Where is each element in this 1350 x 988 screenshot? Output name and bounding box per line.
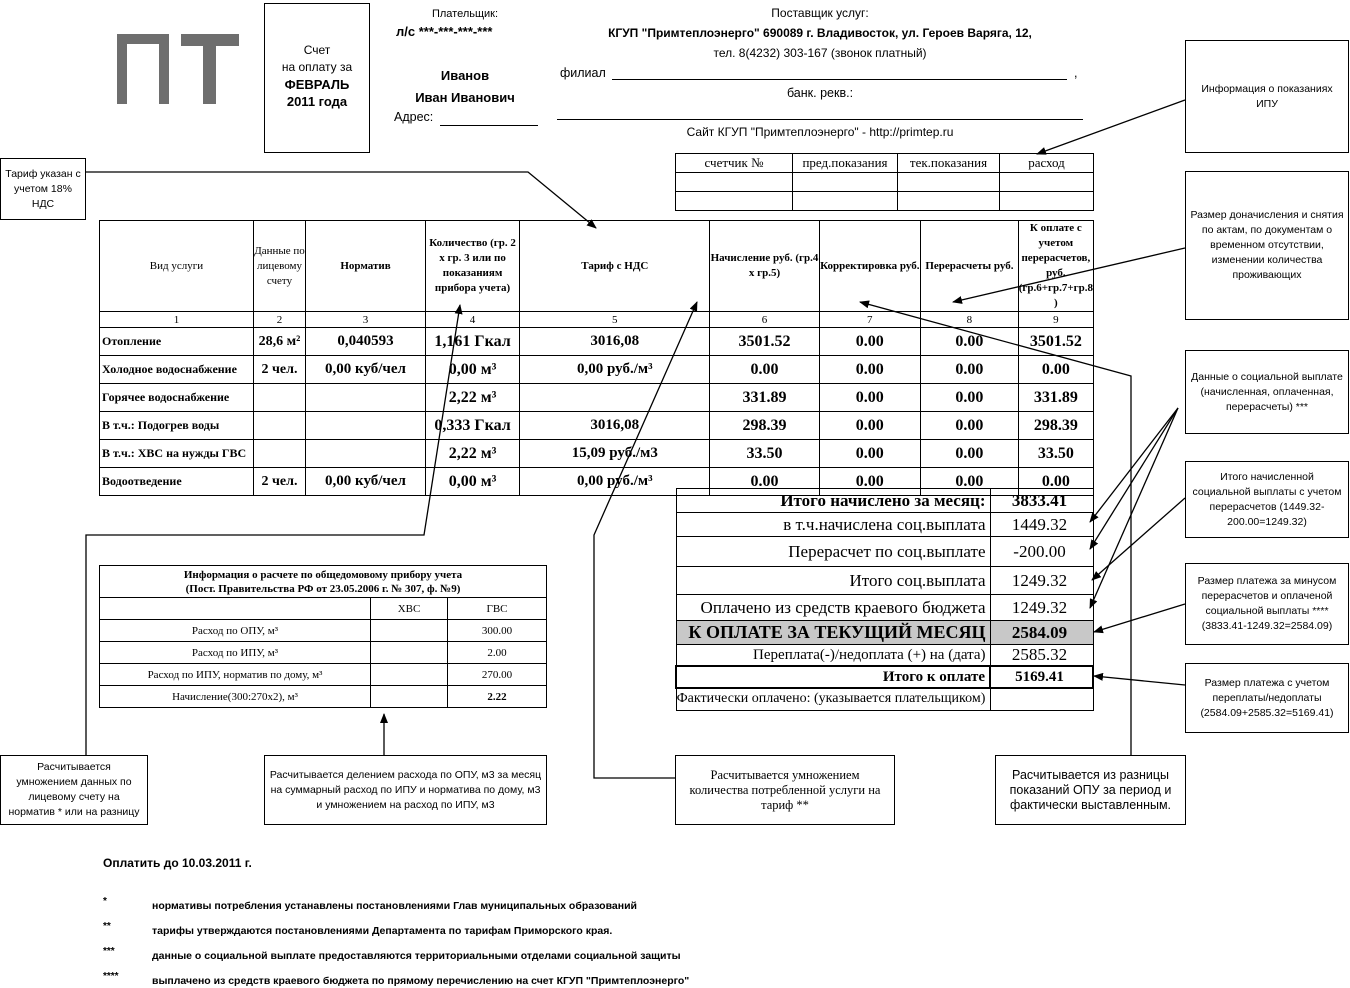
branch-comma: , xyxy=(1074,66,1078,80)
summary-value: 1249.32 xyxy=(990,567,1093,595)
service-charge: 298.39 xyxy=(710,412,819,440)
address-line xyxy=(440,125,538,126)
summary-label: в т.ч.начислена соц.выплата xyxy=(676,513,990,537)
header-total: К оплате с учетом перерасчетов, руб. (гр.6+гр.7+гр.8 ) xyxy=(1018,221,1093,312)
service-account: 2 чел. xyxy=(253,356,305,384)
account-number: ***-***-***-*** xyxy=(418,24,493,39)
service-name: Холодное водоснабжение xyxy=(100,356,254,384)
service-charge: 0.00 xyxy=(710,468,819,496)
meter-header-curr: тек.показания xyxy=(898,154,1000,173)
column-number: 8 xyxy=(921,312,1019,328)
service-norm xyxy=(306,440,426,468)
header-correction: Корректировка руб. xyxy=(819,221,921,312)
service-total: 33.50 xyxy=(1018,440,1093,468)
note-tariff-vat: Тариф указан с учетом 18% НДС xyxy=(0,158,86,220)
footnote-text: нормативы потребления устанавлены постановлениями Глав муниципальных образований xyxy=(152,900,637,912)
summary-label: Фактически оплачено: (указывается плательщиком) xyxy=(676,688,990,710)
column-number: 9 xyxy=(1018,312,1093,328)
service-total: 0.00 xyxy=(1018,468,1093,496)
header-account: Данные по лицевому счету xyxy=(253,221,305,312)
arrow-ipu xyxy=(1037,100,1185,154)
bank-label: банк. рекв.: xyxy=(786,86,854,100)
opu-hvs xyxy=(371,686,448,708)
branch-label: филиал xyxy=(560,66,606,80)
opu-hvs xyxy=(371,620,448,642)
summary-value: 5169.41 xyxy=(990,666,1093,688)
footnote-mark: *** xyxy=(103,946,115,957)
service-tariff: 15,09 руб./м3 xyxy=(520,440,710,468)
meter-header-usage: расход xyxy=(1000,154,1094,173)
opu-gvs: 270.00 xyxy=(448,664,547,686)
note-calc-division: Расчитывается делением расхода по ОПУ, м3 за месяц на суммарный расход по ИПУ и норматива по дому, м3 и умножением на расход по ИПУ, м3 xyxy=(264,755,547,825)
header-norm: Норматив xyxy=(306,221,426,312)
service-recalc: 0.00 xyxy=(921,356,1019,384)
service-row xyxy=(100,412,1094,440)
opu-row xyxy=(100,620,547,642)
footnote-mark: **** xyxy=(103,971,119,982)
summary-value: 1449.32 xyxy=(990,513,1093,537)
opu-header-empty xyxy=(100,598,371,620)
service-name: Отопление xyxy=(100,328,254,356)
opu-title xyxy=(100,566,547,598)
service-qty: 2,22 м³ xyxy=(425,384,519,412)
service-recalc: 0.00 xyxy=(921,384,1019,412)
summary-row xyxy=(676,489,1093,513)
supplier-phone: тел. 8(4232) 303-167 (звонок платный) xyxy=(713,46,927,60)
opu-label: Расход по ИПУ, м³ xyxy=(100,642,371,664)
service-row xyxy=(100,384,1094,412)
service-corr: 0.00 xyxy=(819,412,921,440)
service-tariff: 3016,08 xyxy=(520,412,710,440)
summary-label: Итого соц.выплата xyxy=(676,567,990,595)
payer-label: Плательщик: xyxy=(431,8,499,20)
header-recalc: Перерасчеты руб. xyxy=(921,221,1019,312)
invoice-period-box xyxy=(264,3,370,153)
meter-header-prev: пред.показания xyxy=(793,154,898,173)
arrow-payment-with xyxy=(1094,676,1185,685)
service-norm: 0,00 куб/чел xyxy=(306,468,426,496)
service-row xyxy=(100,440,1094,468)
summary-rows xyxy=(676,489,1093,711)
invoice-subtitle: на оплату за xyxy=(281,60,353,74)
payer-address xyxy=(394,110,433,124)
service-name: Водоотведение xyxy=(100,468,254,496)
opu-label: Расход по ОПУ, м³ xyxy=(100,620,371,642)
summary-label: Переплата(-)/недоплата (+) на (дата) xyxy=(676,645,990,667)
service-row xyxy=(100,328,1094,356)
summary-value: 2584.09 xyxy=(990,621,1093,645)
service-norm: 0,00 куб/чел xyxy=(306,356,426,384)
column-number: 6 xyxy=(710,312,819,328)
arrow-social-2 xyxy=(1090,408,1178,549)
service-charge: 331.89 xyxy=(710,384,819,412)
header-tariff: Тариф с НДС xyxy=(520,221,710,312)
summary-value xyxy=(990,688,1093,710)
service-recalc: 0.00 xyxy=(921,412,1019,440)
opu-row xyxy=(100,686,547,708)
column-number: 7 xyxy=(819,312,921,328)
opu-hvs xyxy=(371,664,448,686)
service-norm: 0,040593 xyxy=(306,328,426,356)
opu-hvs xyxy=(371,642,448,664)
service-corr: 0.00 xyxy=(819,356,921,384)
summary-row xyxy=(676,537,1093,567)
company-logo xyxy=(115,30,241,108)
opu-gvs: 300.00 xyxy=(448,620,547,642)
note-calc-multiply-account: Расчитывается умножением данных по лицевому счету на норматив * или на разницу xyxy=(0,755,148,825)
service-total: 298.39 xyxy=(1018,412,1093,440)
services-rows xyxy=(100,328,1094,496)
summary-label: Итого начислено за месяц: xyxy=(676,489,990,513)
summary-label: Итого к оплате xyxy=(676,666,990,688)
summary-table xyxy=(675,488,1094,711)
account-label: л/с xyxy=(396,24,416,39)
opu-row xyxy=(100,642,547,664)
opu-rows xyxy=(100,620,547,708)
summary-label: К ОПЛАТЕ ЗА ТЕКУЩИЙ МЕСЯЦ xyxy=(676,621,990,645)
note-payment-with: Размер платежа с учетом переплаты/недоплаты (2584.09+2585.32=5169.41) xyxy=(1185,663,1349,733)
service-recalc: 0.00 xyxy=(921,328,1019,356)
service-qty: 1,161 Гкал xyxy=(425,328,519,356)
arrow-social-3 xyxy=(1090,408,1178,608)
summary-label: Оплачено из средств краевого бюджета xyxy=(676,595,990,621)
service-name: Горячее водоснабжение xyxy=(100,384,254,412)
summary-row xyxy=(676,645,1093,667)
summary-row xyxy=(676,513,1093,537)
payer-surname: Иванов xyxy=(440,68,490,83)
invoice-title: Счет xyxy=(303,43,331,57)
service-corr: 0.00 xyxy=(819,440,921,468)
note-social-total: Итого начисленной социальной выплаты с учетом перерасчетов (1449.32-200.00=1249.32) xyxy=(1185,461,1349,538)
service-norm xyxy=(306,384,426,412)
summary-row xyxy=(676,621,1093,645)
service-total: 331.89 xyxy=(1018,384,1093,412)
service-corr: 0.00 xyxy=(819,328,921,356)
meter-table xyxy=(675,153,1094,211)
summary-value: -200.00 xyxy=(990,537,1093,567)
service-tariff: 3016,08 xyxy=(520,328,710,356)
bank-line xyxy=(557,119,1083,120)
opu-header-hvs: ХВС xyxy=(371,598,448,620)
footnote-mark: * xyxy=(103,896,107,907)
column-numbers-row xyxy=(100,312,1094,328)
payer-name: Иван Иванович xyxy=(415,90,515,105)
service-name: В т.ч.: Подогрев воды xyxy=(100,412,254,440)
note-social-data: Данные о социальной выплате (начисленная, оплаченная, перерасчеты) *** xyxy=(1185,350,1349,434)
summary-value: 2585.32 xyxy=(990,645,1093,667)
note-ipu-info: Информация о показаниях ИПУ xyxy=(1185,40,1349,153)
meter-row xyxy=(676,173,1094,192)
summary-row xyxy=(676,688,1093,710)
service-corr: 0.00 xyxy=(819,468,921,496)
summary-value: 3833.41 xyxy=(990,489,1093,513)
header-service: Вид услуги xyxy=(100,221,254,312)
service-name: В т.ч.: ХВС на нужды ГВС xyxy=(100,440,254,468)
service-account xyxy=(253,384,305,412)
service-norm xyxy=(306,412,426,440)
payer-account xyxy=(396,24,492,39)
meter-header-number: счетчик № xyxy=(676,154,793,173)
meter-row xyxy=(676,192,1094,211)
note-calc-difference: Расчитывается из разницы показаний ОПУ за период и фактически выставленным. xyxy=(995,755,1186,825)
column-number: 4 xyxy=(425,312,519,328)
summary-row xyxy=(676,666,1093,688)
service-qty: 0,333 Гкал xyxy=(425,412,519,440)
footnote-text: выплачено из средств краевого бюджета по прямому перечислению на счет КГУП "Примтеплоэнерго" xyxy=(152,975,690,987)
footnote-mark: ** xyxy=(103,921,111,932)
service-total: 3501.52 xyxy=(1018,328,1093,356)
supplier-site: Сайт КГУП "Примтеплоэнерго" - http://primtep.ru xyxy=(686,125,954,139)
address-label: Адрес: xyxy=(394,110,434,124)
service-corr: 0.00 xyxy=(819,384,921,412)
pay-until: Оплатить до 10.03.2011 г. xyxy=(103,856,252,870)
header-qty: Количество (гр. 2 х гр. 3 или по показаниям прибора учета) xyxy=(425,221,519,312)
opu-gvs: 2.22 xyxy=(448,686,547,708)
branch-line xyxy=(612,79,1067,80)
column-number: 2 xyxy=(253,312,305,328)
footnote-text: данные о социальной выплате предоставляются территориальными отделами социальной защиты xyxy=(152,950,681,962)
summary-row xyxy=(676,595,1093,621)
opu-table xyxy=(99,565,547,708)
column-number: 3 xyxy=(306,312,426,328)
opu-label: Расход по ИПУ, норматив по дому, м³ xyxy=(100,664,371,686)
service-charge: 3501.52 xyxy=(710,328,819,356)
column-number: 1 xyxy=(100,312,254,328)
opu-title-line1: Информация о расчете по общедомовому прибору учета xyxy=(183,568,463,581)
opu-title-line2: (Пост. Правительства РФ от 23.05.2006 г. № 307, ф. №9) xyxy=(185,582,461,595)
invoice-year: 2011 года xyxy=(286,94,348,109)
service-charge: 0.00 xyxy=(710,356,819,384)
footnote-text: тарифы утверждаются постановлениями Департамента по тарифам Приморского края. xyxy=(152,925,613,937)
service-qty: 0,00 м³ xyxy=(425,356,519,384)
service-total: 0.00 xyxy=(1018,356,1093,384)
service-recalc: 0.00 xyxy=(921,468,1019,496)
service-qty: 0,00 м³ xyxy=(425,468,519,496)
service-row xyxy=(100,356,1094,384)
arrow-payment-minus xyxy=(1094,604,1185,632)
service-tariff: 0,00 руб./м³ xyxy=(520,468,710,496)
header-charge: Начисление руб. (гр.4 х гр.5) xyxy=(710,221,819,312)
opu-label: Начисление(300:270х2), м³ xyxy=(100,686,371,708)
service-recalc: 0.00 xyxy=(921,440,1019,468)
service-qty: 2,22 м³ xyxy=(425,440,519,468)
summary-value: 1249.32 xyxy=(990,595,1093,621)
service-account xyxy=(253,440,305,468)
summary-label: Перерасчет по соц.выплате xyxy=(676,537,990,567)
supplier-label: Поставщик услуг: xyxy=(771,6,869,20)
service-account: 28,6 м² xyxy=(253,328,305,356)
summary-row xyxy=(676,567,1093,595)
note-calc-multiply-tariff: Расчитывается умножением количества потребленной услуги на тариф ** xyxy=(675,755,895,825)
note-payment-minus: Размер платежа за минусом перерасчетов и оплаченой социальной выплаты **** (3833.41-1249.32=2584.09) xyxy=(1185,563,1349,645)
service-charge: 33.50 xyxy=(710,440,819,468)
service-tariff xyxy=(520,384,710,412)
service-account xyxy=(253,412,305,440)
services-table xyxy=(99,220,1094,496)
service-account: 2 чел. xyxy=(253,468,305,496)
arrow-social-1 xyxy=(1090,408,1178,522)
supplier-name: КГУП "Примтеплоэнерго" 690089 г. Владивосток, ул. Героев Варяга, 12, xyxy=(608,26,1032,40)
opu-gvs: 2.00 xyxy=(448,642,547,664)
service-tariff: 0,00 руб./м³ xyxy=(520,356,710,384)
arrow-social-total xyxy=(1092,498,1185,580)
invoice-month: ФЕВРАЛЬ xyxy=(284,77,350,92)
note-extra-charge: Размер доначисления и снятия по актам, по документам о временном отсутствии, изменении количества проживающих xyxy=(1185,171,1349,320)
opu-row xyxy=(100,664,547,686)
column-number: 5 xyxy=(520,312,710,328)
opu-header-gvs: ГВС xyxy=(448,598,547,620)
